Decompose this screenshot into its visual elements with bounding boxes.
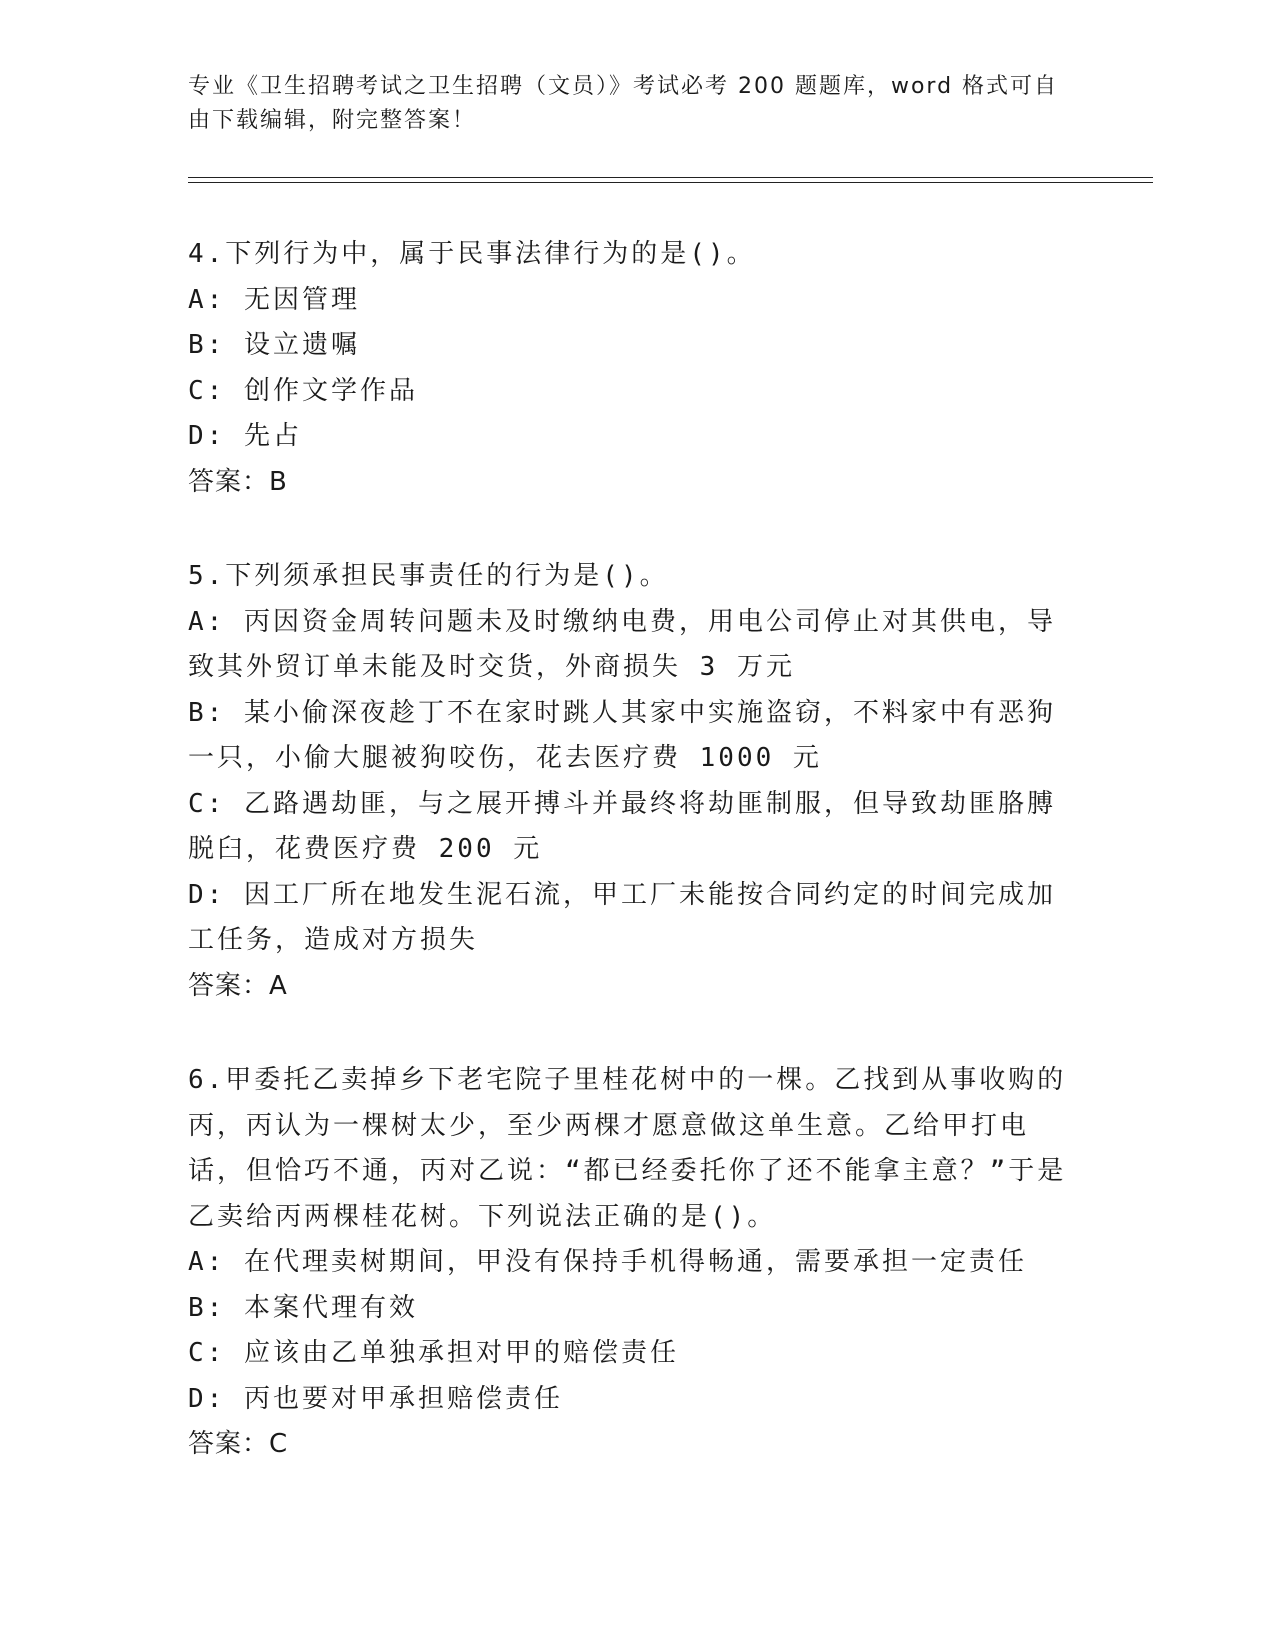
option-a: A: 无因管理: [188, 284, 360, 315]
option-a: A: 丙因资金周转问题未及时缴纳电费，用电公司停止对其供电，导致其外贸订单未能及时交货，外商损失 3 万元: [188, 606, 1056, 682]
question-5: [188, 554, 1078, 1009]
question-stem: 6.甲委托乙卖掉乡下老宅院子里桂花树中的一棵。乙找到从事收购的丙，丙认为一棵树太少，至少两棵才愿意做这单生意。乙给甲打电话，但恰巧不通，丙对乙说：“都已经委托你了还不能拿主意？”于是乙卖给丙两棵桂花树。下列说法正确的是()。: [188, 1065, 1067, 1232]
question-stem: 5.下列须承担民事责任的行为是()。: [188, 561, 669, 591]
option-c: C: 创作文学作品: [188, 375, 418, 406]
document-header: 专业《卫生招聘考试之卫生招聘（文员）》考试必考 200 题题库，word 格式可自由下载编辑，附完整答案！: [188, 74, 1059, 133]
option-d: D: 先占: [188, 421, 302, 451]
option-d: D: 因工厂所在地发生泥石流，甲工厂未能按合同约定的时间完成加工任务，造成对方损失: [188, 879, 1056, 955]
option-b: B: 某小偷深夜趁丁不在家时跳人其家中实施盗窃，不料家中有恶狗一只，小偷大腿被狗咬伤，花去医疗费 1000 元: [188, 697, 1056, 773]
answer: 答案：A: [188, 970, 288, 1001]
question-stem: 4.下列行为中，属于民事法律行为的是()。: [188, 239, 756, 269]
question-6: [188, 1058, 1078, 1468]
option-c: C: 应该由乙单独承担对甲的赔偿责任: [188, 1338, 679, 1368]
answer: 答案：B: [188, 466, 288, 497]
option-b: B: 本案代理有效: [188, 1292, 418, 1323]
header-divider-bottom: [188, 182, 1153, 183]
option-d: D: 丙也要对甲承担赔偿责任: [188, 1383, 563, 1414]
option-b: B: 设立遗嘱: [188, 330, 360, 360]
option-a: A: 在代理卖树期间，甲没有保持手机得畅通，需要承担一定责任: [188, 1247, 1027, 1277]
question-4: [188, 232, 1078, 505]
option-c: C: 乙路遇劫匪，与之展开搏斗并最终将劫匪制服，但导致劫匪胳膊脱臼，花费医疗费 200 元: [188, 788, 1056, 864]
answer: 答案：C: [188, 1429, 289, 1459]
header-divider-top: [188, 177, 1153, 178]
